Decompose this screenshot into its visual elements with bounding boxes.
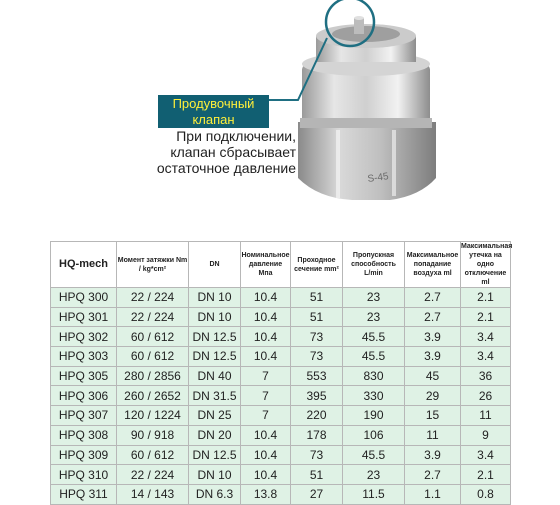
table-cell: 2.1 [461,307,511,327]
table-cell: 2.7 [405,465,461,485]
callout-description [156,128,296,176]
model-cell: HPQ 309 [51,445,117,465]
table-cell: 830 [343,366,405,386]
table-cell: DN 20 [189,425,241,445]
table-cell: 220 [291,406,343,426]
table-cell: 10.4 [241,307,291,327]
callout-desc-line: остаточное давление [156,160,296,176]
table-cell: 45 [405,366,461,386]
model-cell: HPQ 302 [51,327,117,347]
table-cell: 3.9 [405,445,461,465]
table-cell: 2.7 [405,307,461,327]
table-header-row [51,242,511,288]
column-header: Максимальная утечка на одно отключение ml [461,243,513,286]
table-cell: 60 / 612 [117,445,189,465]
table-row [51,484,511,504]
table-cell: 22 / 224 [117,465,189,485]
table-cell: DN 10 [189,288,241,308]
table-cell: 45.5 [343,327,405,347]
table-cell: 27 [291,484,343,504]
table-row [51,465,511,485]
table-cell: 11.5 [343,484,405,504]
column-header: Проходное сечение mm² [291,242,343,288]
table-row [51,386,511,406]
table-cell: DN 10 [189,465,241,485]
table-cell: 260 / 2652 [117,386,189,406]
table-cell: 36 [461,366,511,386]
table-cell: 553 [291,366,343,386]
table-cell: 2.7 [405,288,461,308]
table-cell: 178 [291,425,343,445]
column-header: Номинальное давление Mпа [241,242,291,288]
table-cell: 190 [343,406,405,426]
table-cell: 2.1 [461,465,511,485]
column-header: Пропускная способность L/min [343,242,405,288]
table-cell: 1.1 [405,484,461,504]
callout-desc-line: При подключении, [176,128,296,144]
table-cell: DN 25 [189,406,241,426]
table-cell: 11 [461,406,511,426]
table-cell: 395 [291,386,343,406]
table-cell: 29 [405,386,461,406]
table-cell: 10.4 [241,445,291,465]
table-row [51,406,511,426]
table-cell: 10.4 [241,465,291,485]
table-cell: 3.4 [461,445,511,465]
table-cell: 10.4 [241,288,291,308]
table-row [51,307,511,327]
model-cell: HPQ 310 [51,465,117,485]
table-cell: 26 [461,386,511,406]
table-cell: 7 [241,386,291,406]
table-cell: 15 [405,406,461,426]
table-cell: DN 40 [189,366,241,386]
table-cell: 10.4 [241,347,291,367]
table-row [51,366,511,386]
table-cell: 51 [291,307,343,327]
table-cell: 7 [241,366,291,386]
table-cell: 10.4 [241,327,291,347]
table-cell: 22 / 224 [117,307,189,327]
table-cell: 120 / 1224 [117,406,189,426]
table-row [51,425,511,445]
table-cell: 330 [343,386,405,406]
model-cell: HPQ 307 [51,406,117,426]
table-cell: 14 / 143 [117,484,189,504]
table-cell: DN 10 [189,307,241,327]
column-header: DN [189,242,241,288]
table-cell: 9 [461,425,511,445]
table-cell: 280 / 2856 [117,366,189,386]
model-cell: HPQ 300 [51,288,117,308]
table-cell: 51 [291,465,343,485]
table-cell: 45.5 [343,347,405,367]
model-cell: HPQ 301 [51,307,117,327]
header-model: HQ-mech [51,242,117,288]
table-cell: 3.4 [461,347,511,367]
table-cell: 23 [343,465,405,485]
table-cell: 73 [291,347,343,367]
table-cell: 73 [291,327,343,347]
table-cell: 51 [291,288,343,308]
table-cell: 23 [343,288,405,308]
column-header: Момент затяжки Nm / kg*cm² [117,242,189,288]
table-cell: 106 [343,425,405,445]
callout-label [158,95,269,128]
model-cell: HPQ 303 [51,347,117,367]
table-cell: 73 [291,445,343,465]
table-cell: 3.9 [405,327,461,347]
column-header: Максимальное попадание воздуха ml [405,242,461,288]
model-cell: HPQ 305 [51,366,117,386]
callout-label-line: Продувочный [172,95,255,111]
table-cell: 23 [343,307,405,327]
table-cell: DN 12.5 [189,347,241,367]
table-cell: 13.8 [241,484,291,504]
table-cell: DN 31.5 [189,386,241,406]
table-cell: DN 12.5 [189,327,241,347]
product-photo [0,0,560,236]
table-cell: 7 [241,406,291,426]
spec-table [50,241,511,505]
callout-label-line: клапан [192,111,235,127]
table-cell: 3.9 [405,347,461,367]
hex-nut [298,122,436,200]
callout-desc-line: клапан сбрасывает [170,144,296,160]
table-cell: DN 6.3 [189,484,241,504]
product-marking: S-45 [366,171,390,185]
model-cell: HPQ 311 [51,484,117,504]
table-cell: 11 [405,425,461,445]
table-row [51,288,511,308]
table-cell: 10.4 [241,425,291,445]
table-cell: 60 / 612 [117,347,189,367]
table-row [51,347,511,367]
valve-pin [354,16,364,34]
model-cell: HPQ 306 [51,386,117,406]
table-cell: 3.4 [461,327,511,347]
table-body [51,288,511,505]
table-cell: 45.5 [343,445,405,465]
table-cell: 22 / 224 [117,288,189,308]
table-cell: 60 / 612 [117,327,189,347]
table-cell: 0.8 [461,484,511,504]
model-cell: HPQ 308 [51,425,117,445]
table-cell: DN 12.5 [189,445,241,465]
table-cell: 90 / 918 [117,425,189,445]
table-cell: 2.1 [461,288,511,308]
table-row [51,445,511,465]
table-row [51,327,511,347]
